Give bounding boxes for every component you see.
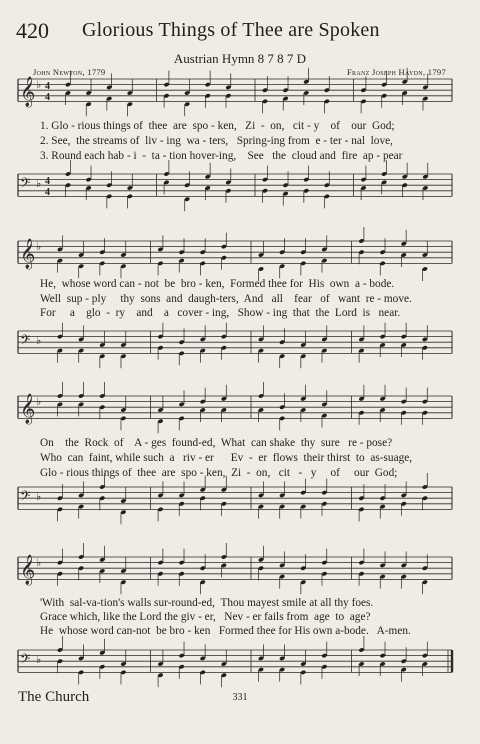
svg-text:♭: ♭ bbox=[36, 490, 42, 503]
svg-text:4: 4 bbox=[45, 92, 50, 103]
svg-text:4: 4 bbox=[45, 176, 50, 187]
tune-name: Austrian Hymn 8 7 8 7 D bbox=[173, 51, 307, 66]
section-name: The Church bbox=[18, 689, 90, 705]
lyric-line: Well sup - ply thy sons and daugh-ters, And all fear of want re - move. bbox=[40, 293, 412, 305]
svg-text:♭: ♭ bbox=[36, 556, 42, 569]
composer-credit: Franz Joseph Haydn, 1797 bbox=[347, 67, 446, 77]
author-credit: John Newton, 1779 bbox=[33, 67, 106, 77]
lyric-line: On the Rock of A - ges found-ed, What can shake thy sure re - pose? bbox=[40, 437, 393, 449]
svg-text:4: 4 bbox=[45, 187, 50, 198]
svg-text:♭: ♭ bbox=[36, 78, 42, 91]
hymn-title: Glorious Things of Thee are Spoken bbox=[82, 19, 380, 41]
svg-text:𝄢: 𝄢 bbox=[20, 175, 31, 194]
svg-text:♭: ♭ bbox=[36, 240, 42, 253]
svg-text:𝄞: 𝄞 bbox=[20, 394, 36, 424]
lyric-line: 'With sal-va-tion's walls sur-round-ed, Thou mayest smile at all thy foes. bbox=[40, 597, 374, 609]
svg-text:♭: ♭ bbox=[36, 334, 42, 347]
page-number: 331 bbox=[232, 692, 248, 703]
lyric-line: 3. Round each hab - i - ta - tion hover-ing, See the cloud and fire ap - pear bbox=[40, 150, 403, 162]
svg-text:𝄢: 𝄢 bbox=[20, 332, 31, 351]
svg-text:♭: ♭ bbox=[36, 177, 42, 190]
svg-text:♭: ♭ bbox=[36, 395, 42, 408]
hymn-number: 420 bbox=[16, 18, 49, 43]
svg-text:𝄞: 𝄞 bbox=[20, 77, 36, 107]
svg-text:𝄞: 𝄞 bbox=[20, 239, 36, 269]
lyric-line: Grace which, like the Lord the giv - er, Nev - er fails from age to age? bbox=[40, 611, 371, 623]
lyric-line: For a glo - ry and a cover - ing, Show - ing that the Lord is near. bbox=[40, 307, 401, 319]
svg-text:𝄢: 𝄢 bbox=[20, 651, 31, 670]
lyric-line: Who can faint, while such a riv - er Ev - er flows their thirst to as-suage, bbox=[40, 452, 413, 464]
svg-text:𝄢: 𝄢 bbox=[20, 488, 31, 507]
lyric-line: Glo - rious things of thee are spo - ken, Zi - on, cit - y of our God; bbox=[40, 467, 398, 479]
lyric-line: He whose word can-not be bro - ken Formed thee for His own a-bode. A-men. bbox=[40, 625, 411, 637]
lyric-line: 2. See, the streams of liv - ing wa - ters, Spring-ing from e - ter - nal love, bbox=[40, 135, 393, 147]
lyric-line: He, whose word can - not be bro - ken, Formed thee for His own a - bode. bbox=[40, 278, 395, 290]
svg-text:4: 4 bbox=[45, 81, 50, 92]
lyric-line: 1. Glo - rious things of thee are spo - ken, Zi - on, cit - y of our God; bbox=[40, 120, 395, 132]
svg-text:𝄞: 𝄞 bbox=[20, 555, 36, 585]
svg-text:♭: ♭ bbox=[36, 653, 42, 666]
